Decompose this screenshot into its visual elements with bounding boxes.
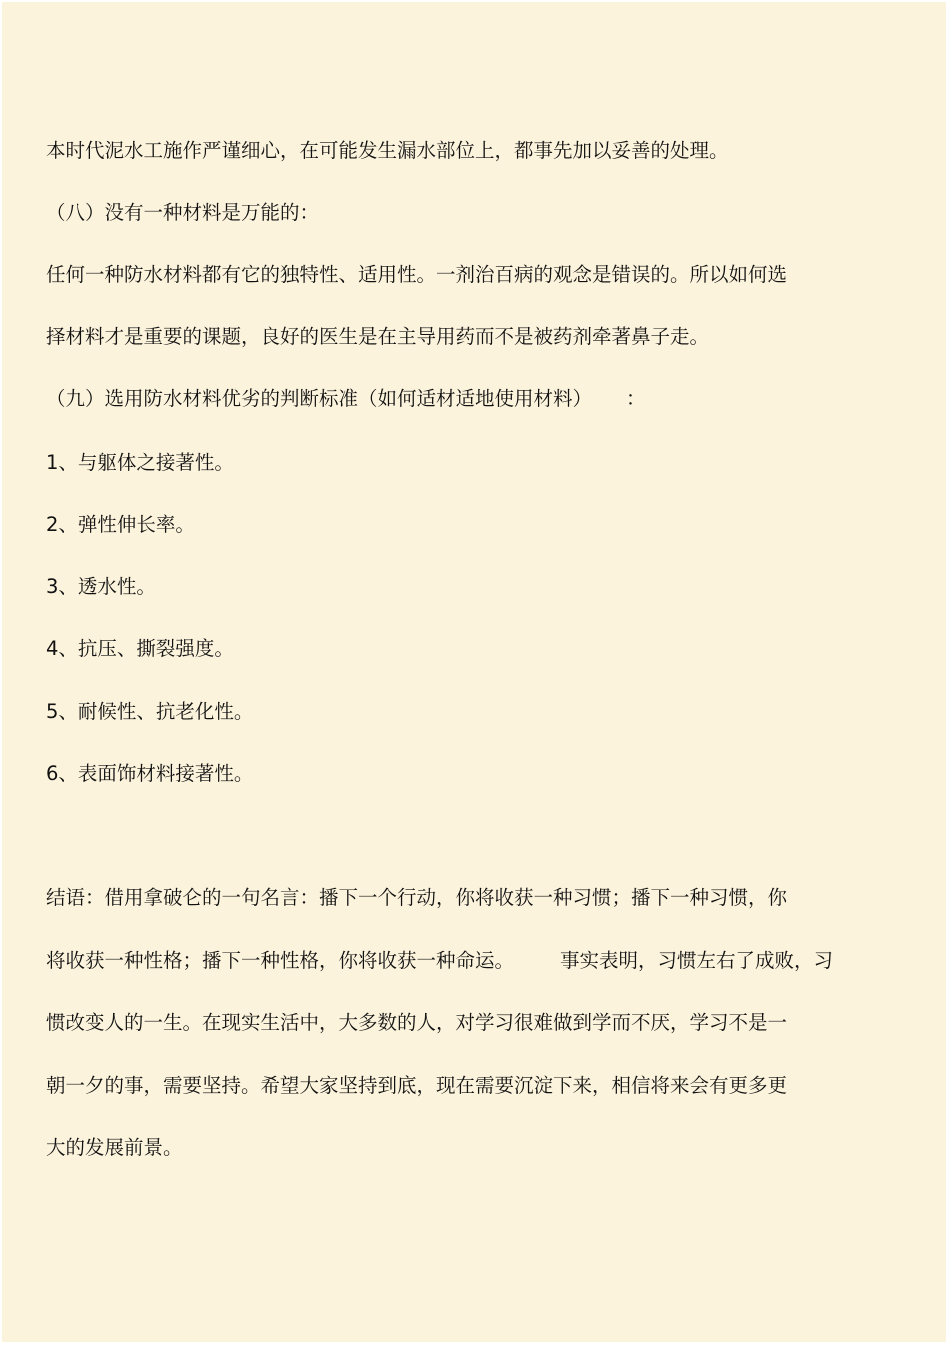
section-heading-9-text: （九）选用防水材料优劣的判断标准（如何适材适地使用材料） xyxy=(46,387,593,410)
conclusion-line-3: 惯改变人的一生。在现实生活中，大多数的人，对学习很难做到学而不厌，学习不是一 xyxy=(46,1011,788,1034)
text-line-1: 本时代泥水工施作严谨细心，在可能发生漏水部位上，都事先加以妥善的处理。 xyxy=(46,139,729,162)
conclusion-line-2 xyxy=(46,948,833,974)
list-item-2: 2、弹性伸长率。 xyxy=(46,513,195,536)
section-heading-9-colon: ： xyxy=(626,387,646,410)
text-line-3: 任何一种防水材料都有它的独特性、适用性。一剂治百病的观念是错误的。所以如何选 xyxy=(46,263,788,286)
document-page xyxy=(2,2,946,1342)
list-item-5: 5、耐候性、抗老化性。 xyxy=(46,700,254,723)
section-heading-9 xyxy=(46,386,646,412)
conclusion-line-4: 朝一夕的事，需要坚持。希望大家坚持到底，现在需要沉淀下来，相信将来会有更多更 xyxy=(46,1074,788,1097)
list-item-3: 3、透水性。 xyxy=(46,575,156,598)
conclusion-line-2-part-a: 将收获一种性格；播下一种性格，你将收获一种命运。 xyxy=(46,949,515,972)
list-item-6: 6、表面饰材料接著性。 xyxy=(46,762,254,785)
conclusion-line-1: 结语：借用拿破仑的一句名言：播下一个行动，你将收获一种习惯；播下一种习惯，你 xyxy=(46,886,788,909)
list-item-1: 1、与躯体之接著性。 xyxy=(46,451,234,474)
section-heading-8: （八）没有一种材料是万能的： xyxy=(46,201,320,224)
list-item-4: 4、抗压、撕裂强度。 xyxy=(46,637,234,660)
conclusion-line-5: 大的发展前景。 xyxy=(46,1136,183,1159)
conclusion-line-2-part-b: 事实表明，习惯左右了成败，习 xyxy=(560,949,834,972)
text-line-4: 择材料才是重要的课题，良好的医生是在主导用药而不是被药剂牵著鼻子走。 xyxy=(46,325,710,348)
